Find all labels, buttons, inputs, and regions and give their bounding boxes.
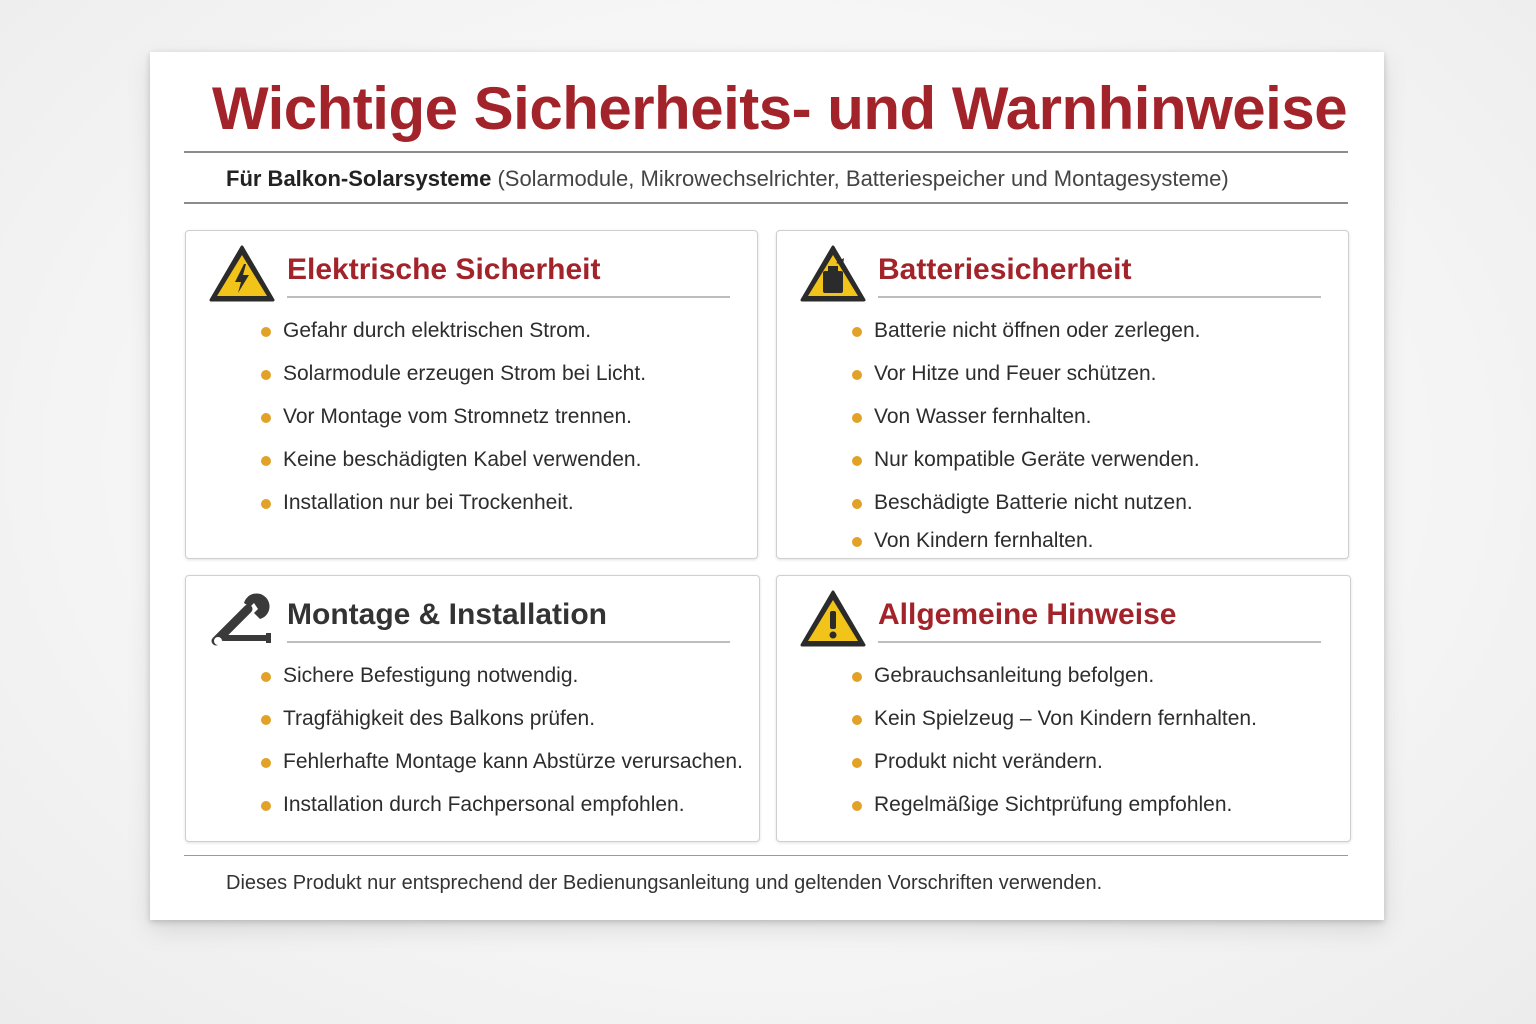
section-battery-safety: [776, 230, 1349, 559]
item-list: [261, 315, 646, 530]
footer-divider: [184, 855, 1348, 856]
list-item: Sichere Befestigung notwendig.: [261, 660, 743, 703]
subtitle-bold: Für Balkon-Solarsysteme: [226, 166, 492, 191]
section-title: Elektrische Sicherheit: [287, 253, 601, 286]
list-item: Vor Montage vom Stromnetz trennen.: [261, 401, 646, 444]
list-item: Produkt nicht verändern.: [852, 746, 1257, 789]
warning-sheet: [150, 52, 1384, 920]
section-divider: [287, 641, 730, 643]
list-item: Nur kompatible Geräte verwenden.: [852, 444, 1201, 487]
list-item: Installation durch Fachpersonal empfohlen.: [261, 789, 743, 832]
section-divider: [287, 296, 730, 298]
section-divider: [878, 641, 1321, 643]
item-list: [852, 315, 1201, 563]
list-item: Von Wasser fernhalten.: [852, 401, 1201, 444]
section-divider: [878, 296, 1321, 298]
subtitle-divider: [184, 202, 1348, 204]
lightning-warning-icon: [208, 244, 276, 304]
subtitle-rest: (Solarmodule, Mikrowechselrichter, Batteriespeicher und Montagesysteme): [497, 166, 1229, 191]
section-title: Batteriesicherheit: [878, 253, 1132, 286]
list-item: Fehlerhafte Montage kann Abstürze verursachen.: [261, 746, 743, 789]
section-title: Montage & Installation: [287, 598, 608, 631]
list-item: Gebrauchsanleitung befolgen.: [852, 660, 1257, 703]
exclamation-warning-icon: [799, 589, 867, 649]
title-divider: [184, 151, 1348, 153]
list-item: Tragfähigkeit des Balkons prüfen.: [261, 703, 743, 746]
page-title: Wichtige Sicherheits- und Warnhinweise: [212, 75, 1348, 142]
list-item: Kein Spielzeug – Von Kindern fernhalten.: [852, 703, 1257, 746]
item-list: [261, 660, 743, 832]
section-general-notes: [776, 575, 1351, 842]
subtitle: [226, 166, 1229, 192]
footer-note: Dieses Produkt nur entsprechend der Bedienungsanleitung und geltenden Vorschriften verwenden.: [226, 872, 1103, 894]
section-title: Allgemeine Hinweise: [878, 598, 1177, 631]
list-item: Solarmodule erzeugen Strom bei Licht.: [261, 358, 646, 401]
section-electrical-safety: [185, 230, 758, 559]
list-item: Von Kindern fernhalten.: [852, 525, 1201, 563]
list-item: Regelmäßige Sichtprüfung empfohlen.: [852, 789, 1257, 832]
battery-warning-icon: [799, 244, 867, 304]
section-mounting-installation: [185, 575, 760, 842]
list-item: Keine beschädigten Kabel verwenden.: [261, 444, 646, 487]
list-item: Batterie nicht öffnen oder zerlegen.: [852, 315, 1201, 358]
item-list: [852, 660, 1257, 832]
list-item: Beschädigte Batterie nicht nutzen.: [852, 487, 1201, 525]
list-item: Gefahr durch elektrischen Strom.: [261, 315, 646, 358]
wrench-icon: [208, 589, 276, 649]
list-item: Vor Hitze und Feuer schützen.: [852, 358, 1201, 401]
list-item: Installation nur bei Trockenheit.: [261, 487, 646, 530]
